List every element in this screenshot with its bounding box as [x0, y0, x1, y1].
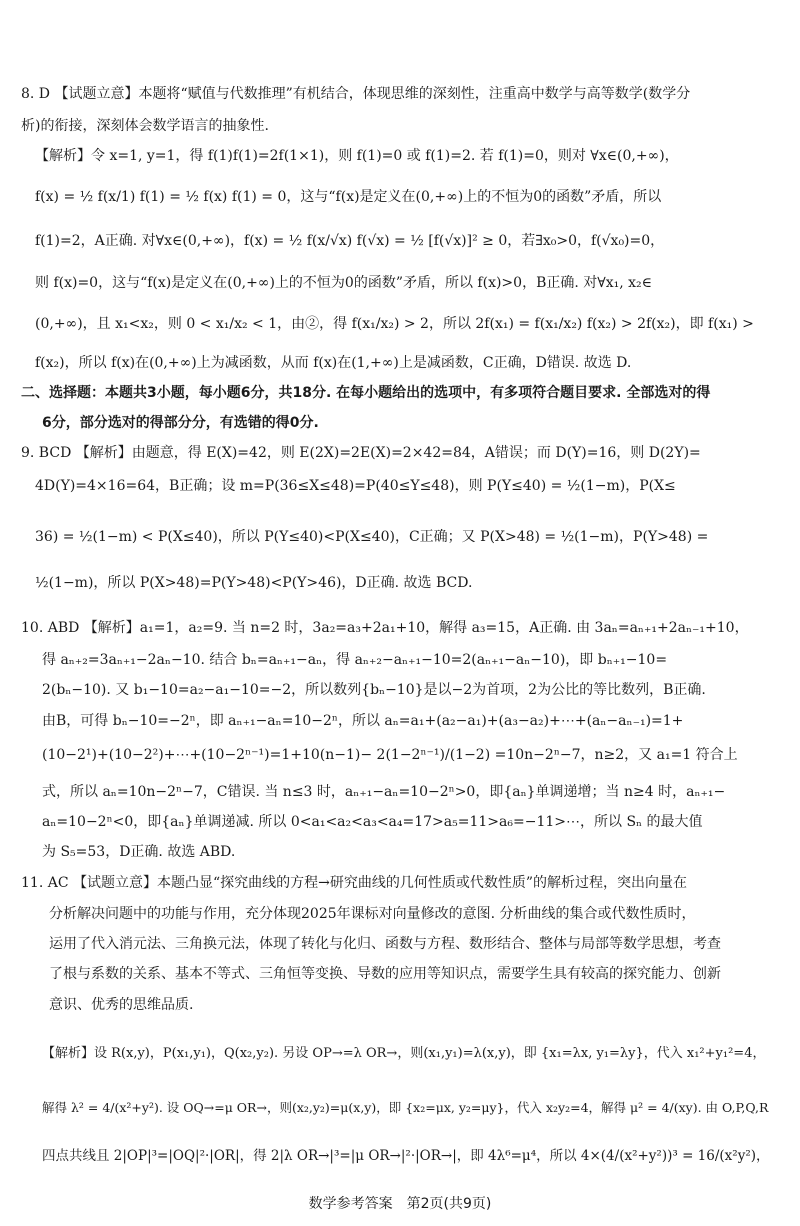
text-line: 运用了代入消元法、三角换元法，体现了转化与化归、函数与方程、数形结合、整体与局部等数学思想，考查	[49, 936, 721, 952]
text-line: 36) = ½(1−m) < P(X≤40)，所以 P(Y≤40)<P(X≤40)，C正确；又 P(X>48) = ½(1−m)，P(Y>48) =	[35, 529, 709, 545]
text-line: 【解析】令 x=1, y=1，得 f(1)f(1)=2f(1×1)，则 f(1)=0 或 f(1)=2. 若 f(1)=0，则对 ∀x∈(0,+∞)，	[35, 148, 679, 164]
text-line: 了根与系数的关系、基本不等式、三角恒等变换、导数的应用等知识点，需要学生具有较高的探究能力、创新	[49, 966, 721, 982]
text-line: 【解析】设 R(x,y)，P(x₁,y₁)，Q(x₂,y₂). 另设 OP→=λ OR→，则(x₁,y₁)=λ(x,y)，即 {x₁=λx, y₁=λy}，代入 x₁²+y₁²=4，	[42, 1046, 766, 1061]
section-heading: 二、选择题：本题共3小题，每小题6分，共18分. 在每小题给出的选项中，有多项符合题目要求. 全部选对的得	[21, 385, 711, 401]
text-line: 9. BCD 【解析】由题意，得 E(X)=42，则 E(2X)=2E(X)=2×42=84，A错误；而 D(Y)=16，则 D(2Y)=	[21, 445, 701, 461]
text-line: f(x) = ½ f(x/1) f(1) = ½ f(x) f(1) = 0，这与“f(x)是定义在(0,+∞)上的不恒为0的函数”矛盾，所以	[35, 189, 662, 205]
text-line: 析)的衔接，深刻体会数学语言的抽象性.	[21, 118, 269, 134]
text-line: 11. AC 【试题立意】本题凸显“探究曲线的方程→研究曲线的几何性质或代数性质”的解析过程，突出向量在	[21, 875, 688, 891]
text-line: 解得 λ² = 4/(x²+y²). 设 OQ→=μ OR→，则(x₂,y₂)=μ(x,y)，即 {x₂=μx, y₂=μy}，代入 x₂y₂=4，解得 μ² = 4/(xy). 由 O,P,Q,R	[42, 1100, 769, 1115]
text-line: 分析解决问题中的功能与作用，充分体现2025年课标对向量修改的意图. 分析曲线的集合或代数性质时，	[49, 906, 696, 922]
text-line: 8. D 【试题立意】本题将“赋值与代数推理”有机结合，体现思维的深刻性，注重高中数学与高等数学(数学分	[21, 86, 691, 102]
text-line: 式，所以 aₙ=10n−2ⁿ−7，C错误. 当 n≤3 时，aₙ₊₁−aₙ=10−2ⁿ>0，即{aₙ}单调递增；当 n≥4 时，aₙ₊₁−	[42, 784, 726, 800]
text-line: 则 f(x)=0，这与“f(x)是定义在(0,+∞)上的不恒为0的函数”矛盾，所以 f(x)>0，B正确. 对∀x₁, x₂∈	[35, 275, 652, 291]
text-line: f(x₂)，所以 f(x)在(0,+∞)上为减函数，从而 f(x)在(1,+∞)上是减函数，C正确，D错误. 故选 D.	[35, 355, 632, 371]
text-line: 2(bₙ−10). 又 b₁−10=a₂−a₁−10=−2，所以数列{bₙ−10}是以−2为首项，2为公比的等比数列，B正确.	[42, 682, 706, 698]
text-line: (10−2¹)+(10−2²)+⋯+(10−2ⁿ⁻¹)=1+10(n−1)− 2(1−2ⁿ⁻¹)/(1−2) =10n−2ⁿ−7，n≥2，又 a₁=1 符合上	[42, 747, 738, 763]
text-line: 10. ABD 【解析】a₁=1，a₂=9. 当 n=2 时，3a₂=a₃+2a₁+10，解得 a₃=15，A正确. 由 3aₙ=aₙ₊₁+2aₙ₋₁+10，	[21, 620, 749, 636]
text-line: 意识、优秀的思维品质.	[49, 997, 194, 1013]
page-footer: 数学参考答案 第2页(共9页)	[308, 1196, 492, 1212]
text-line: 为 S₅=53，D正确. 故选 ABD.	[42, 844, 236, 860]
text-line: 4D(Y)=4×16=64，B正确；设 m=P(36≤X≤48)=P(40≤Y≤48)，则 P(Y≤40) = ½(1−m)，P(X≤	[35, 478, 676, 494]
text-line: aₙ=10−2ⁿ<0，即{aₙ}单调递减. 所以 0<a₁<a₂<a₃<a₄=17>a₅=11>a₆=−11>⋯，所以 Sₙ 的最大值	[42, 814, 703, 830]
text-line: 四点共线且 2|OP|³=|OQ|²·|OR|，得 2|λ OR→|³=|μ OR→|²·|OR→|，即 4λ⁶=μ⁴，所以 4×(4/(x²+y²))³ = 16/(x²y²)，	[42, 1148, 770, 1164]
text-line: 得 aₙ₊₂=3aₙ₊₁−2aₙ−10. 结合 bₙ=aₙ₊₁−aₙ，得 aₙ₊₂−aₙ₊₁−10=2(aₙ₊₁−aₙ−10)，即 bₙ₊₁−10=	[42, 652, 668, 668]
section-heading: 6分，部分选对的得部分分，有选错的得0分.	[42, 415, 319, 431]
text-line: (0,+∞)，且 x₁<x₂，则 0 < x₁/x₂ < 1，由②，得 f(x₁/x₂) > 2，所以 2f(x₁) = f(x₁/x₂) f(x₂) > 2f(x₂)，即 f(x₁) >	[35, 316, 754, 332]
text-line: f(1)=2，A正确. 对∀x∈(0,+∞)，f(x) = ½ f(x/√x) f(√x) = ½ [f(√x)]² ≥ 0，若∃x₀>0，f(√x₀)=0，	[35, 233, 665, 249]
text-line: 由B，可得 bₙ−10=−2ⁿ，即 aₙ₊₁−aₙ=10−2ⁿ，所以 aₙ=a₁+(a₂−a₁)+(a₃−a₂)+⋯+(aₙ−aₙ₋₁)=1+	[42, 713, 684, 729]
text-line: ½(1−m)，所以 P(X>48)=P(Y>48)<P(Y>46)，D正确. 故选 BCD.	[35, 575, 473, 591]
